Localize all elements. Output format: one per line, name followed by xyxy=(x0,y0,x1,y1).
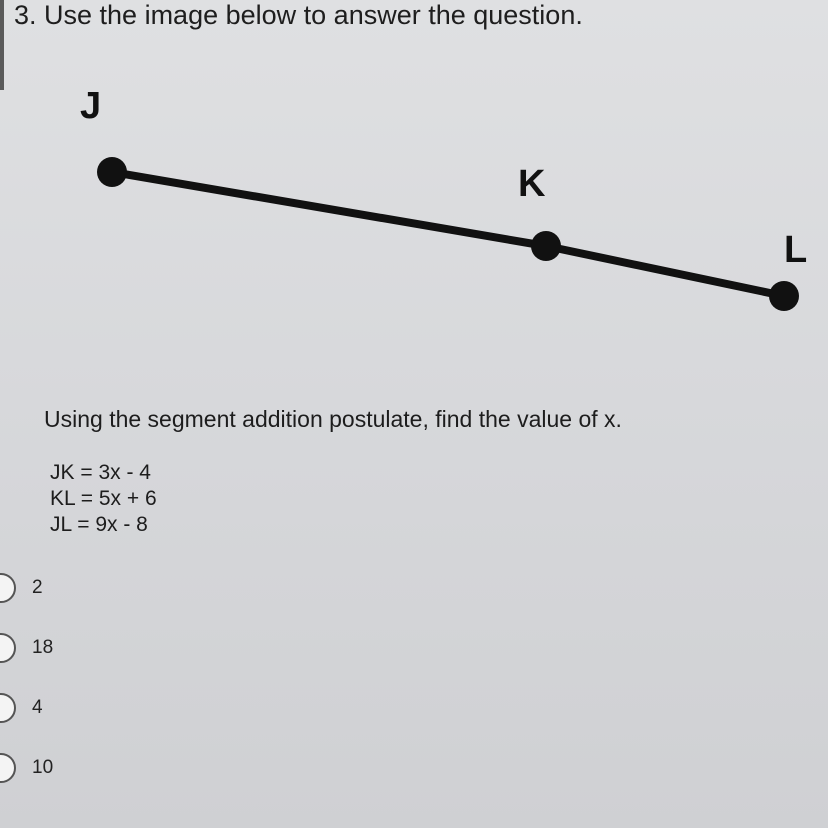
radio-button[interactable] xyxy=(0,633,16,663)
given-jl: JL = 9x - 8 xyxy=(50,513,148,536)
choice-2[interactable] xyxy=(0,568,53,608)
radio-button[interactable] xyxy=(0,753,16,783)
given-kl: KL = 5x + 6 xyxy=(50,487,157,510)
question-title: 3. Use the image below to answer the question. xyxy=(14,0,583,30)
point-l xyxy=(769,281,799,311)
label-k: K xyxy=(518,163,546,205)
choice-10[interactable] xyxy=(0,748,53,788)
point-j xyxy=(97,157,127,187)
given-jk: JK = 3x - 4 xyxy=(50,461,151,484)
segment-diagram xyxy=(0,0,828,360)
answer-choices xyxy=(0,568,53,808)
choice-18[interactable] xyxy=(0,628,53,668)
choice-label: 10 xyxy=(32,757,54,778)
given-equations xyxy=(50,460,157,538)
segment-jk xyxy=(112,172,546,246)
segment-kl xyxy=(546,246,784,296)
choice-label: 2 xyxy=(32,577,43,598)
label-l: L xyxy=(784,229,808,271)
radio-button[interactable] xyxy=(0,693,16,723)
question-prompt: Using the segment addition postulate, find the value of x. xyxy=(44,406,622,432)
choice-label: 4 xyxy=(32,697,43,718)
radio-button[interactable] xyxy=(0,573,16,603)
choice-label: 18 xyxy=(32,637,54,658)
point-k xyxy=(531,231,561,261)
choice-4[interactable] xyxy=(0,688,53,728)
label-j: J xyxy=(80,85,102,127)
